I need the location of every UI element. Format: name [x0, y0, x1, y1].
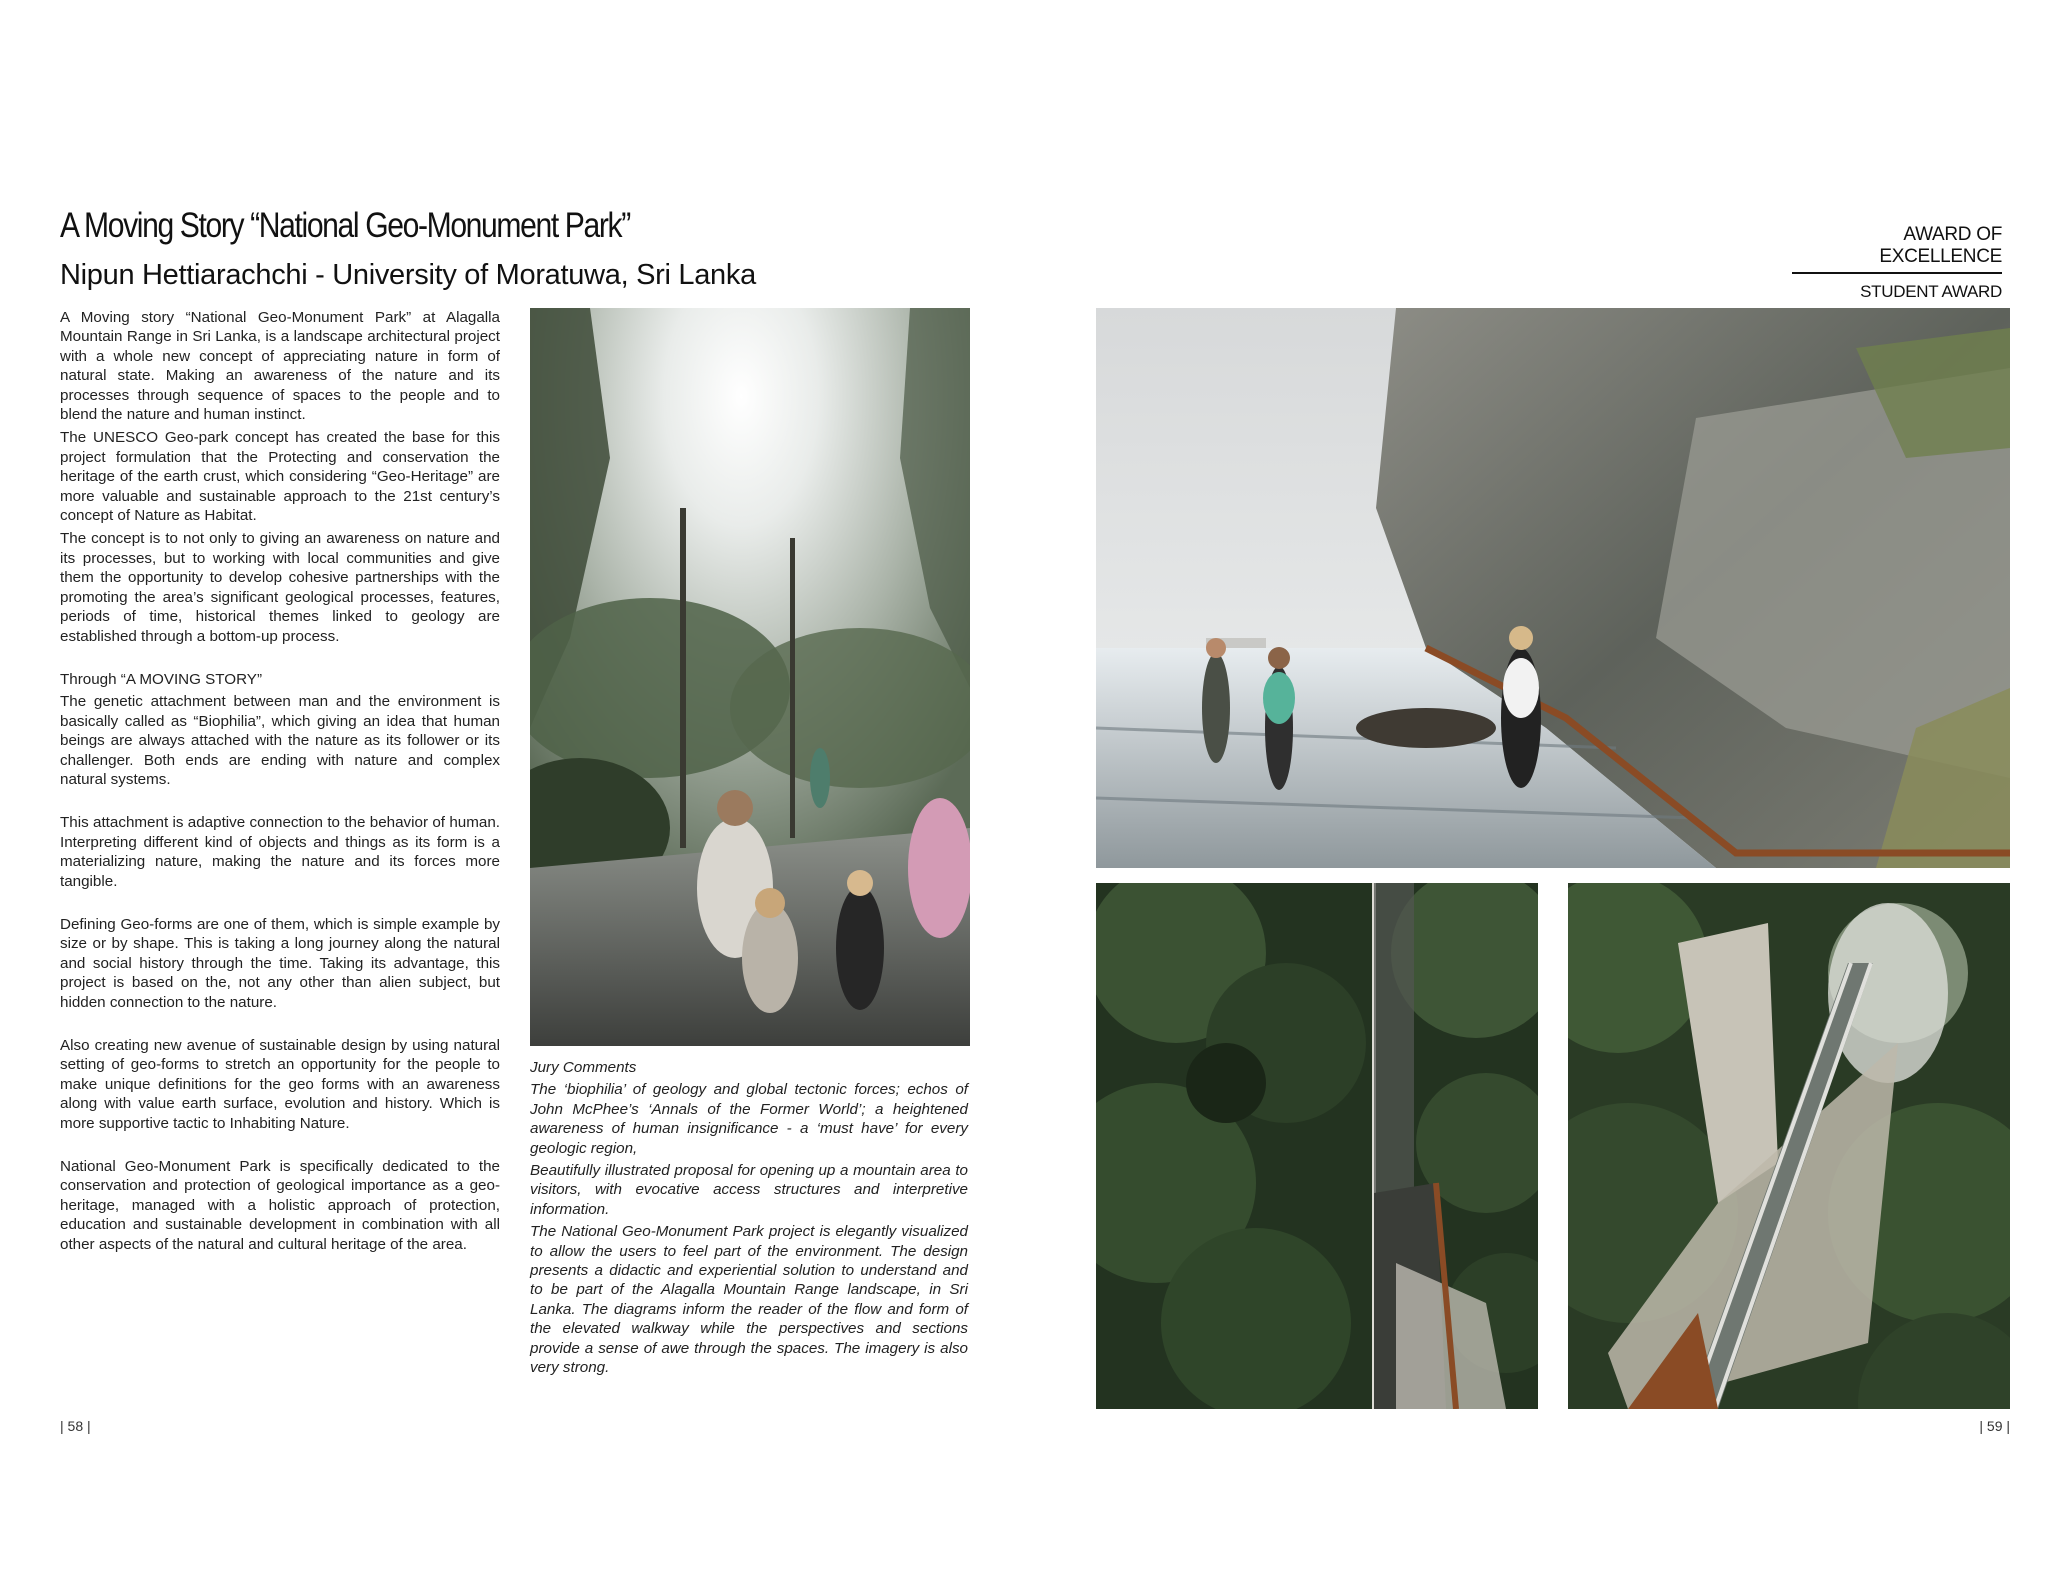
body-text: [60, 308, 500, 1254]
jury-comment: The ‘biophilia’ of geology and global tectonic forces; echos of John McPhee’s ‘Annals of the Former World’; a heightened awareness of human insignificance - a ‘must have’ for every geologic region,: [530, 1081, 968, 1157]
body-paragraph: The UNESCO Geo-park concept has created the base for this project formulation that the Protecting and conservation the heritage of the earth crust, which considering “Geo-Heritage” are more valuable and sustainable approach to the 21st century’s concept of Nature as Habitat.: [60, 429, 500, 525]
jury-comment: The National Geo-Monument Park project is elegantly visualized to allow the users to feel part of the environment. The design presents a didactic and experiential solution to understand and to be part of the Alagalla Mountain Range landscape, in Sri Lanka. The diagrams inform the reader of the flow and form of the elevated walkway while the perspectives and sections provide a sense of awe through the spaces. The imagery is also very strong.: [530, 1223, 968, 1377]
page-number-left: | 58 |: [60, 1418, 91, 1434]
page-number-right: | 59 |: [1979, 1418, 2010, 1434]
body-paragraph: National Geo-Monument Park is specifically dedicated to the conservation and protection of geological importance as a geo-heritage, managed with a holistic approach of protection, education and sustainable development in combination with all other aspects of the natural and cultural heritage of the area.: [60, 1158, 500, 1253]
body-paragraph: A Moving story “National Geo-Monument Park” at Alagalla Mountain Range in Sri Lanka, is a landscape architectural project with a whole new concept of appreciating nature in form of natural state. Making an awareness of the nature and its processes through sequence of spaces to the people and to blend the nature and human instinct.: [60, 309, 500, 424]
rock-walkway-rendering: [1096, 308, 2010, 868]
forest-path-rendering: [530, 308, 970, 1046]
aerial-bridge-rendering: [1568, 883, 2010, 1409]
award-block: [1792, 224, 2002, 302]
body-paragraph: This attachment is adaptive connection to the behavior of human. Interpreting different kind of objects and things as its form is a materializing nature, making the nature and its forces more tangible.: [60, 814, 500, 890]
award-label: AWARD OF EXCELLENCE: [1792, 224, 2002, 274]
body-paragraph: The genetic attachment between man and the environment is basically called as “Biophilia”, which giving an idea that human beings are always attached with the nature as its follower or its challenger. Both ends are ending with nature and complex natural systems.: [60, 693, 500, 788]
jury-comments: [530, 1058, 968, 1378]
aerial-forest-rendering: [1096, 883, 1538, 1409]
award-category: STUDENT AWARD: [1860, 282, 2002, 301]
body-paragraph: Also creating new avenue of sustainable design by using natural setting of geo-forms to stretch an opportunity for the people to make unique definitions for the geo forms with an awareness along with value earth surface, evolution and history. Which is more supportive tactic to Inhabiting Nature.: [60, 1037, 500, 1132]
article-title: A Moving Story “National Geo-Monument Park”: [60, 206, 630, 245]
article-subtitle: Nipun Hettiarachchi - University of Moratuwa, Sri Lanka: [60, 259, 756, 291]
body-paragraph: The concept is to not only to giving an awareness on nature and its processes, but to working with local communities and give them the opportunity to develop cohesive partnerships with the promoting the area’s significant geological processes, features, periods of time, historical themes linked to geology are established through a bottom-up process.: [60, 530, 500, 645]
body-paragraph: Defining Geo-forms are one of them, which is simple example by size or by shape. This is taking a long journey along the natural and social history through the time. Taking its advantage, this project is based on the, not any other than alien subject, but hidden connection to the nature.: [60, 915, 500, 1011]
section-heading: Through “A MOVING STORY”: [60, 670, 262, 688]
jury-comment: Beautifully illustrated proposal for opening up a mountain area to visitors, with evocative access structures and interpretive information.: [530, 1162, 968, 1218]
jury-heading: Jury Comments: [530, 1059, 637, 1076]
